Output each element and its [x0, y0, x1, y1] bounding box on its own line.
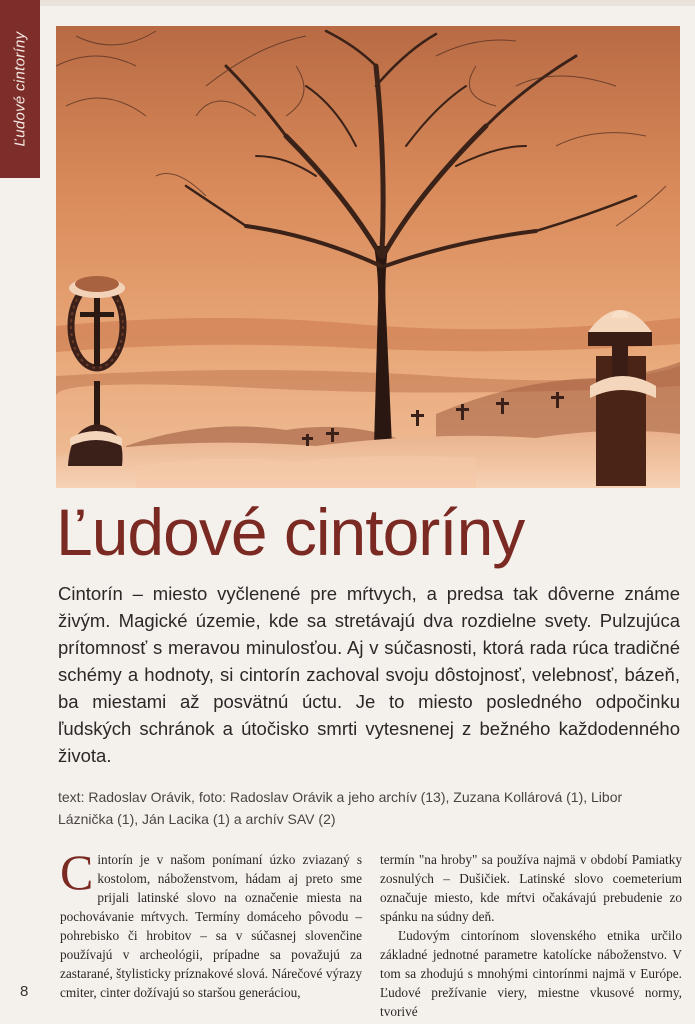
cemetery-photo	[56, 26, 680, 488]
body-text-left: intorín je v našom ponímaní úzko zviazaný s kostolom, náboženstvom, hádam aj preto sme prijali latinské slovo na označenie miesta na pochovávanie mŕtvych. Termíny domáceho pôvodu – pohrebisko či hrobitov – sa v súčasnej slovenčine používajú v archeológii, prípadne sa považujú za zastarané, štylisticky príznakové slová. Nárečové výrazy cmiter, cinter dožívajú so staršou generáciou,	[60, 852, 362, 1000]
body-column-right	[380, 850, 682, 1021]
lead-paragraph: Cintorín – miesto vyčlenené pre mŕtvych, a predsa tak dôverne známe živým. Magické územie, kde sa stretávajú dva rozdielne svety. Pulzujúca prítomnosť s meravou minulosťou. Aj v súčasnosti, ktorá rada rúca tradičné schémy a hodnoty, si cintorín zachoval svoju dôstojnosť, velebnosť, bázeň, ba miestami až posvätnú úctu. Je to miesto posledného odpočinku ľudských schránok a útočisko smrti vytesnenej z bežného každodenného života.	[58, 583, 680, 766]
page-number: 8	[20, 983, 29, 1000]
section-tab-label: Ľudové cintoríny	[11, 31, 29, 147]
top-strip	[40, 0, 695, 6]
section-tab	[0, 0, 40, 178]
body-paragraph-second: Ľudovým cintorínom slovenského etnika určilo základné jednotné parametre katolícke náboženstvo. V tom sa zhodujú s mnohými cintorínmi najmä v Európe. Ľudové prežívanie viery, miestne vkusové normy, tvorivé	[380, 928, 682, 1019]
article-title: Ľudové cintoríny	[56, 495, 525, 569]
drop-cap: C	[60, 844, 94, 900]
body-paragraph-continued: termín "na hroby" sa používa najmä v období Pamiatky zosnulých – Dušičiek. Latinské slovo coemeterium označuje miesto, kde mŕtvi očakávajú prebudenie zo spánku na súdny deň.	[380, 852, 682, 924]
body-paragraph	[60, 844, 362, 1002]
body-column-left	[60, 844, 362, 1002]
photo-credits: text: Radoslav Orávik, foto: Radoslav Orávik a jeho archív (13), Zuzana Kollárová (1), Libor Láznička (1), Ján Lacika (1) a archív SAV (2)	[58, 789, 623, 827]
cemetery-photo-image	[56, 26, 680, 488]
